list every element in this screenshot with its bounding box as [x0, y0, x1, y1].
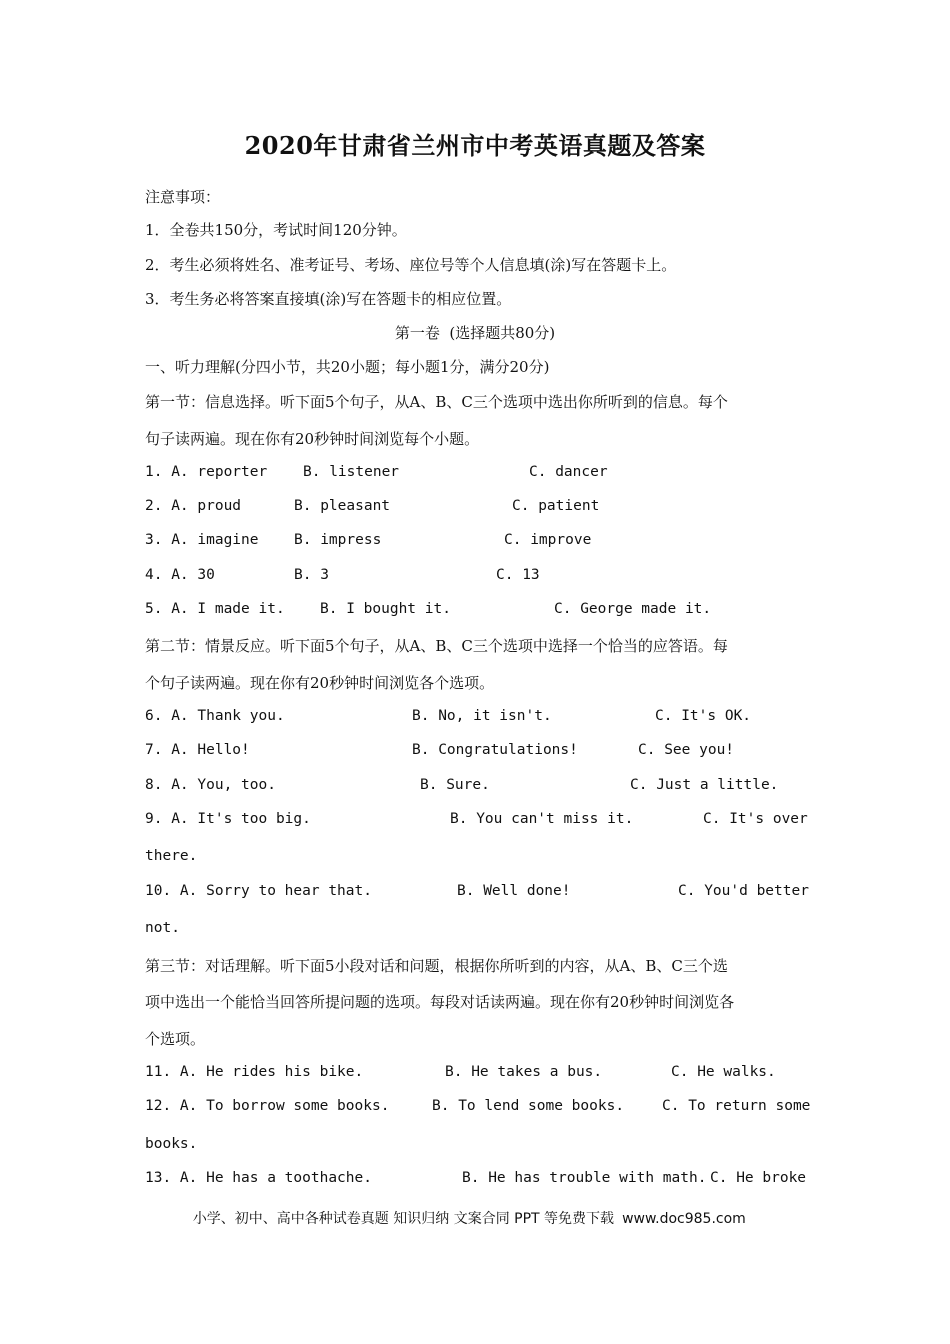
- option-b: B. No, it isn't.: [412, 708, 552, 724]
- option-c: C. See you!: [638, 742, 735, 758]
- note-item-3: 3．考生务必将答案直接填(涂)写在答题卡的相应位置。: [145, 290, 512, 308]
- option-a: 1. A. reporter: [145, 464, 268, 480]
- option-b: B. You can't miss it.: [450, 811, 634, 827]
- option-c-continued: books.: [145, 1136, 198, 1152]
- note-item-2: 2．考生必须将姓名、准考证号、考场、座位号等个人信息填(涂)写在答题卡上。: [145, 256, 677, 274]
- volume-title: 第一卷 (选择题共80分): [394, 324, 556, 342]
- option-b: B. He has trouble with math.: [462, 1170, 707, 1186]
- option-c: C. To return some: [662, 1098, 811, 1114]
- section3-instruction-cont: 项中选出一个能恰当回答所提问题的选项。每段对话读两遍。现在你有20秒钟时间浏览各: [145, 993, 735, 1011]
- option-b: B. pleasant: [294, 498, 391, 514]
- option-b: B. listener: [303, 464, 400, 480]
- option-c-continued: not.: [145, 920, 180, 936]
- option-a: 11. A. He rides his bike.: [145, 1064, 364, 1080]
- option-a: 6. A. Thank you.: [145, 708, 285, 724]
- option-c: C. It's over: [703, 811, 808, 827]
- option-c: C. patient: [512, 498, 600, 514]
- section1-instruction-cont: 句子读两遍。现在你有20秒钟时间浏览每个小题。: [145, 430, 480, 448]
- option-b: B. 3: [294, 567, 329, 583]
- option-a: 12. A. To borrow some books.: [145, 1098, 390, 1114]
- option-c: C. It's OK.: [655, 708, 752, 724]
- option-a: 3. A. imagine: [145, 532, 259, 548]
- option-a: 7. A. Hello!: [145, 742, 250, 758]
- option-b: B. To lend some books.: [432, 1098, 625, 1114]
- footer-text: 小学、初中、高中各种试卷真题 知识归纳 文案合同 PPT 等免费下载: [192, 1211, 615, 1227]
- option-c: C. George made it.: [554, 601, 712, 617]
- option-a: 9. A. It's too big.: [145, 811, 311, 827]
- notes-heading: 注意事项：: [145, 188, 221, 206]
- option-c-continued: there.: [145, 848, 198, 864]
- part1-title: 一、听力理解(分四小节，共20小题；每小题1分，满分20分): [145, 358, 550, 376]
- option-b: B. Well done!: [457, 883, 571, 899]
- option-c: C. 13: [496, 567, 540, 583]
- option-c: C. He broke: [710, 1170, 807, 1186]
- section3-instruction: 第三节：对话理解。听下面5小段对话和问题，根据你所听到的内容，从A、B、C三个选: [145, 957, 728, 975]
- section2-instruction: 第二节：情景反应。听下面5个句子，从A、B、C三个选项中选择一个恰当的应答语。每: [145, 637, 728, 655]
- document-title: 2020年甘肃省兰州市中考英语真题及答案: [244, 131, 706, 160]
- option-c: C. improve: [504, 532, 592, 548]
- section2-instruction-cont: 个句子读两遍。现在你有20秒钟时间浏览各个选项。: [145, 674, 495, 692]
- option-a: 5. A. I made it.: [145, 601, 285, 617]
- option-c: C. dancer: [529, 464, 608, 480]
- option-a: 10. A. Sorry to hear that.: [145, 883, 372, 899]
- option-a: 8. A. You, too.: [145, 777, 276, 793]
- option-b: B. impress: [294, 532, 382, 548]
- section3-instruction-cont2: 个选项。: [145, 1030, 206, 1048]
- option-c: C. Just a little.: [630, 777, 779, 793]
- option-c: C. He walks.: [671, 1064, 776, 1080]
- option-b: B. He takes a bus.: [445, 1064, 603, 1080]
- page-footer: [175, 1192, 746, 1244]
- option-a: 13. A. He has a toothache.: [145, 1170, 372, 1186]
- option-b: B. Sure.: [420, 777, 490, 793]
- option-c: C. You'd better: [678, 883, 809, 899]
- section1-instruction: 第一节：信息选择。听下面5个句子，从A、B、C三个选项中选出你所听到的信息。每个: [145, 393, 728, 411]
- option-a: 4. A. 30: [145, 567, 215, 583]
- note-item-1: 1．全卷共150分，考试时间120分钟。: [145, 221, 407, 239]
- footer-url[interactable]: www.doc985.com: [622, 1211, 746, 1227]
- option-b: B. Congratulations!: [412, 742, 578, 758]
- option-a: 2. A. proud: [145, 498, 242, 514]
- option-b: B. I bought it.: [320, 601, 451, 617]
